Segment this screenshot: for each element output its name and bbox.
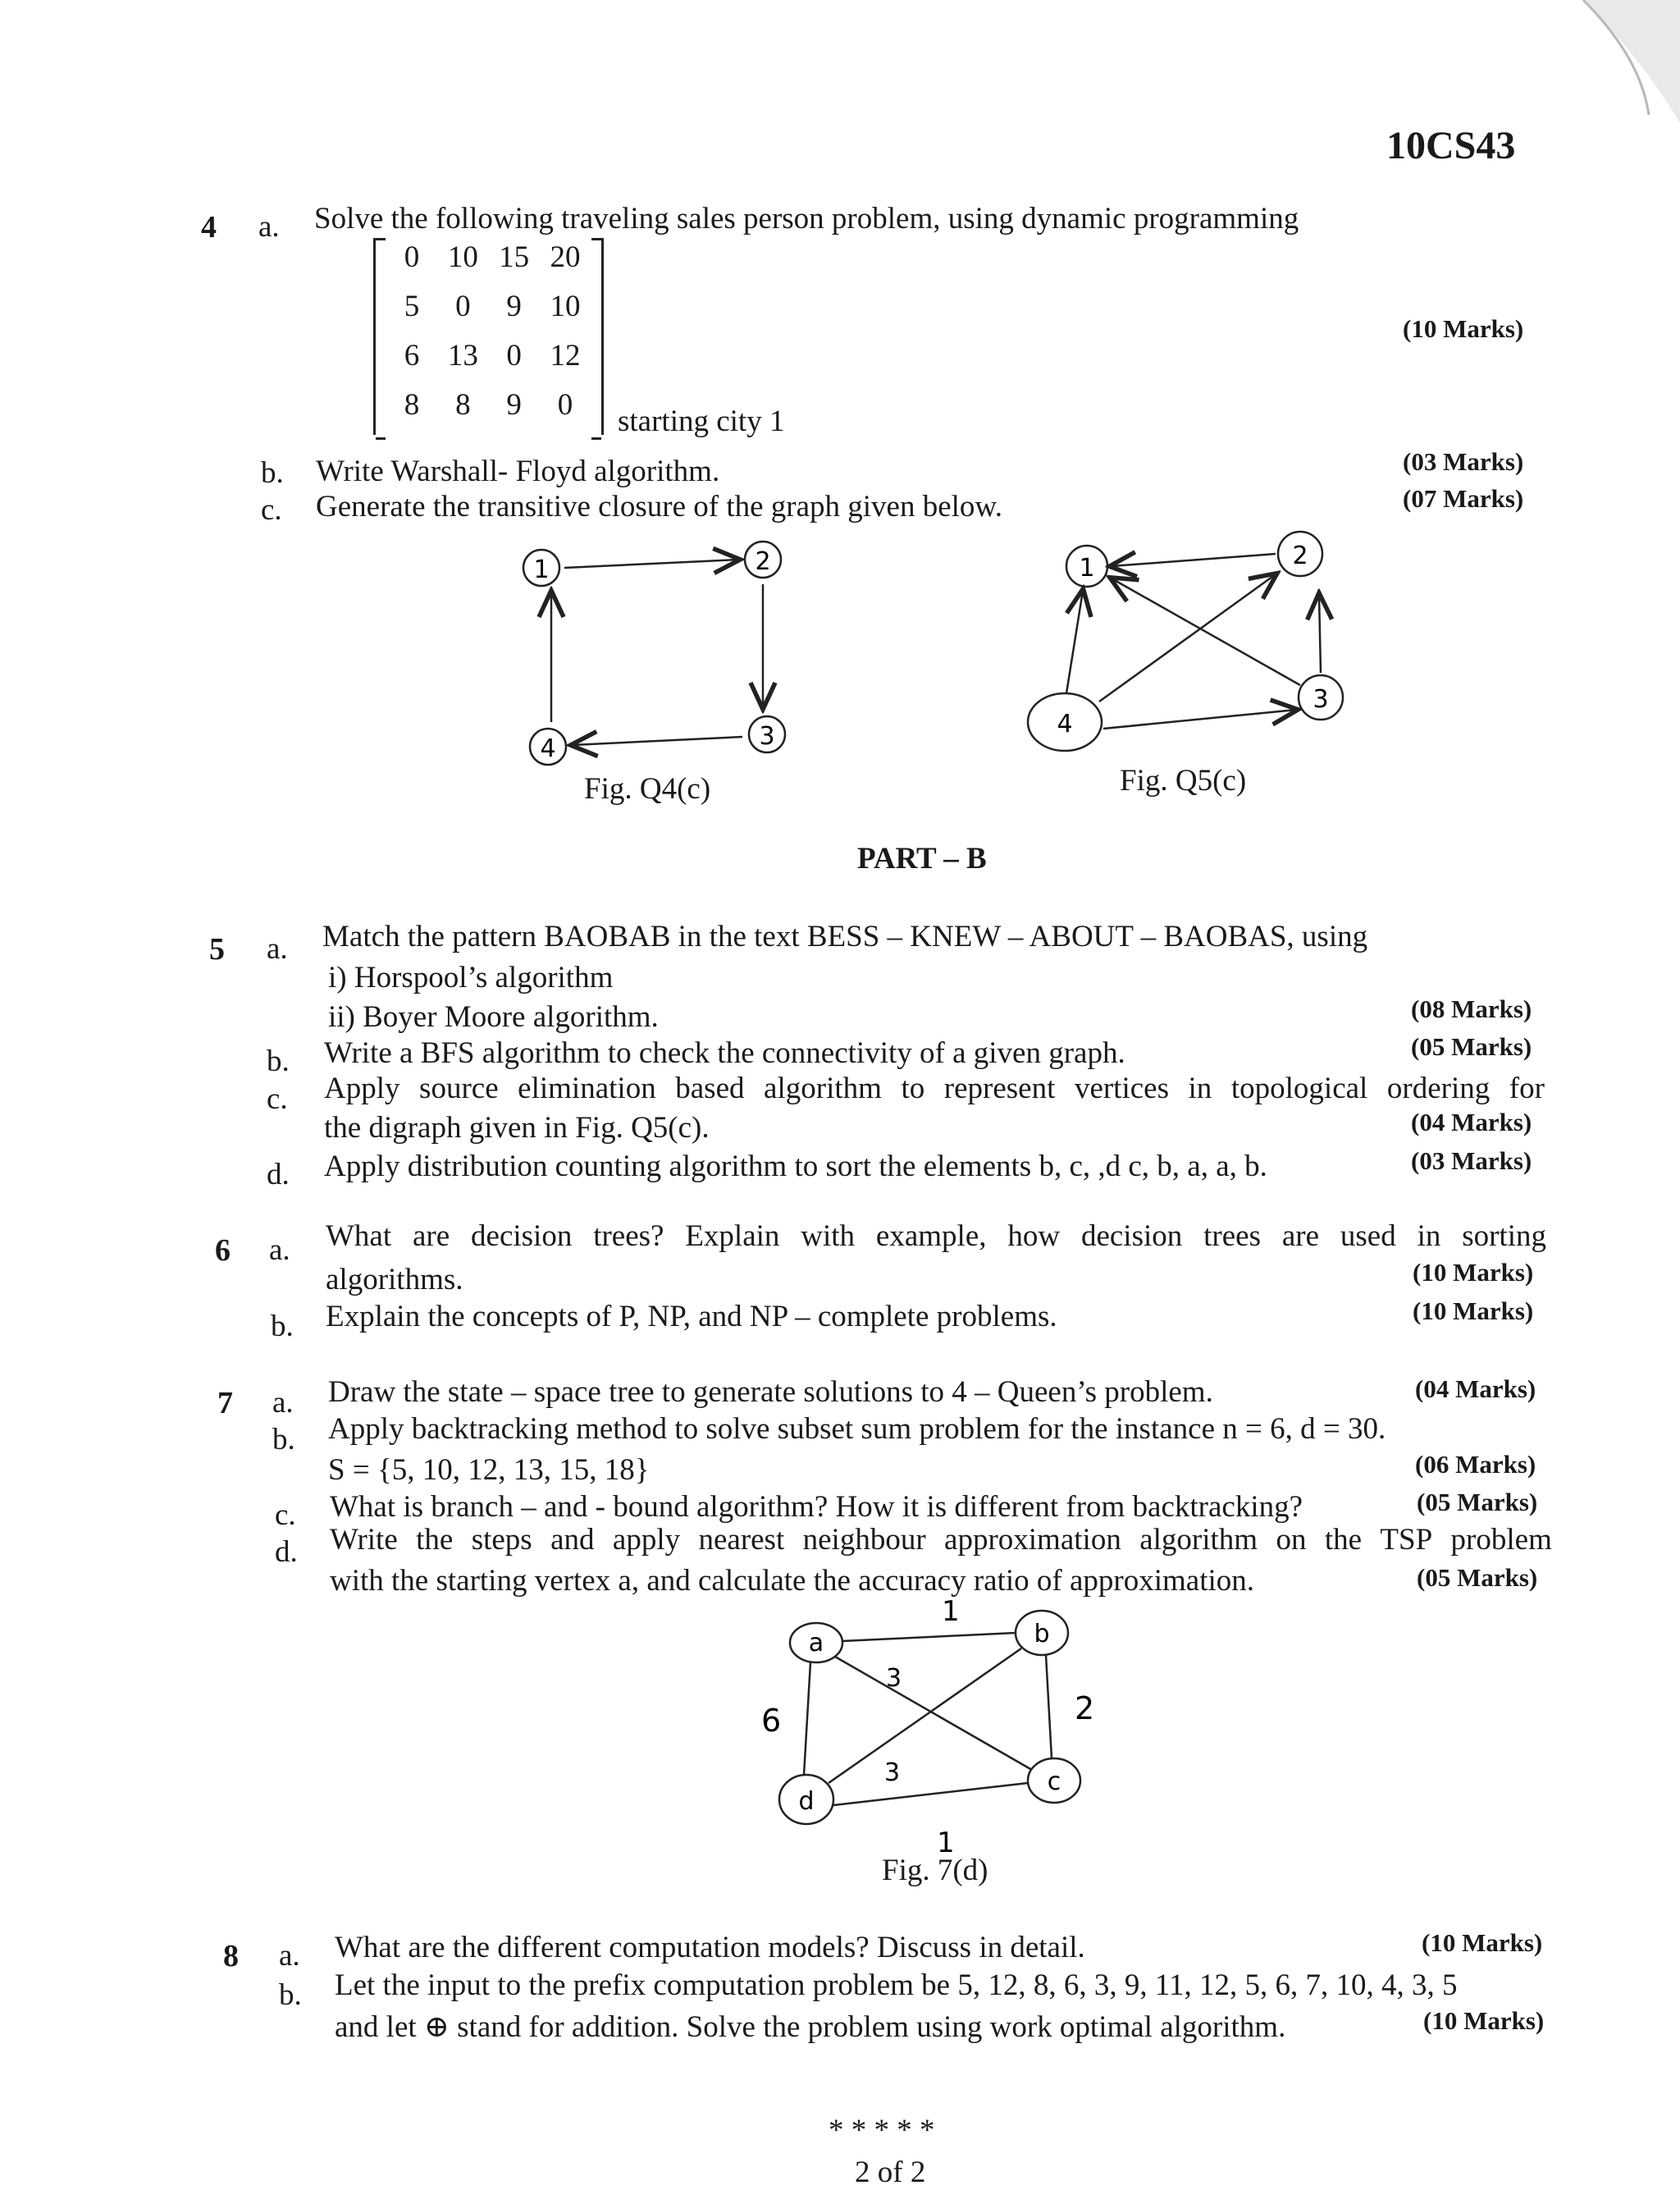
figure-q5c-digraph	[1017, 517, 1362, 763]
word: are	[1281, 1219, 1320, 1253]
q8a-marks: (10 Marks)	[1422, 1928, 1543, 1957]
weight-a-d: 6	[761, 1703, 782, 1739]
edge-a-b	[842, 1633, 1016, 1641]
node-c	[1028, 1758, 1080, 1803]
q6b-marks: (10 Marks)	[1413, 1296, 1534, 1325]
figure-7d-caption: Fig. 7(d)	[882, 1854, 988, 1887]
edge-4-3	[1103, 710, 1296, 729]
q7d-letter: d.	[275, 1535, 298, 1569]
matrix-cell: 10	[550, 290, 581, 323]
q5a-sub-2: ii) Boyer Moore algorithm.	[328, 1000, 659, 1034]
matrix-row-4	[387, 387, 590, 423]
edge-2-1	[1112, 554, 1276, 566]
word: elimination	[518, 1072, 656, 1105]
paper-code: 10CS43	[1386, 124, 1516, 167]
q8b-letter: b.	[279, 1978, 302, 2012]
node-label: 2	[1292, 542, 1308, 570]
q7c-marks: (05 Marks)	[1417, 1488, 1538, 1516]
end-of-paper-stars: * * * * *	[829, 2114, 935, 2147]
q5b-text: Write a BFS algorithm to check the connectivity of a given graph.	[324, 1036, 1125, 1070]
q4c-text: Generate the transitive closure of the graph given below.	[316, 490, 1002, 523]
node-label: 3	[759, 722, 775, 751]
q5a-letter: a.	[267, 932, 288, 966]
node-1	[523, 550, 559, 586]
q5d-text: Apply distribution counting algorithm to sort the elements b, c, ,d c, b, a, a, b.	[324, 1150, 1267, 1183]
word: source	[419, 1072, 499, 1105]
weight-a-c: 3	[886, 1664, 902, 1693]
word: and	[550, 1523, 595, 1557]
matrix-cell: 8	[404, 388, 420, 422]
q6a-letter: a.	[269, 1233, 290, 1267]
q7a-marks: (04 Marks)	[1415, 1374, 1536, 1403]
word: approximation	[944, 1523, 1121, 1557]
q8b-marks: (10 Marks)	[1423, 2006, 1545, 2035]
matrix-row-2	[387, 289, 590, 324]
edge-a-c	[835, 1657, 1032, 1770]
node-label: c	[1047, 1767, 1061, 1796]
word: ordering	[1386, 1072, 1491, 1105]
q6b-letter: b.	[271, 1310, 294, 1343]
word: problem	[1450, 1523, 1552, 1557]
edge-a-d	[804, 1662, 810, 1775]
matrix-cell: 0	[506, 339, 522, 373]
word: the	[1324, 1523, 1363, 1557]
word: how	[1007, 1219, 1061, 1253]
q6b-text: Explain the concepts of P, NP, and NP – complete problems.	[326, 1300, 1057, 1333]
node-label: 4	[1057, 710, 1073, 738]
matrix-cell: 0	[557, 388, 573, 422]
q7c-letter: c.	[275, 1498, 296, 1532]
matrix-cell: 9	[506, 290, 522, 323]
figure-q4c-caption: Fig. Q4(c)	[584, 772, 711, 806]
node-4	[1028, 693, 1102, 751]
edge-3-4	[573, 737, 742, 745]
q5d-letter: d.	[267, 1158, 290, 1191]
q5c-text-line-1	[324, 1071, 1545, 1106]
word: vertices	[1074, 1072, 1169, 1105]
q5c-marks: (04 Marks)	[1411, 1108, 1532, 1136]
q4c-marks: (07 Marks)	[1403, 484, 1524, 513]
word: Write	[330, 1523, 398, 1557]
weight-b-c: 2	[1075, 1690, 1095, 1726]
matrix-row-3	[387, 338, 590, 373]
node-1	[1066, 546, 1107, 587]
word: algorithm	[764, 1072, 882, 1105]
node-3	[749, 716, 785, 752]
word: What	[326, 1219, 392, 1253]
q4c-letter: c.	[261, 493, 282, 527]
matrix-cell: 15	[499, 240, 530, 274]
part-b-title: PART – B	[857, 842, 987, 876]
matrix-cell: 0	[455, 290, 471, 323]
q5a-sub-1: i) Horspool’s algorithm	[328, 961, 614, 994]
node-a	[790, 1623, 842, 1662]
q7c-text: What is branch – and - bound algorithm? How it is different from backtracking?	[330, 1490, 1303, 1524]
word: Apply	[324, 1072, 400, 1105]
q6a-text-line-2: algorithms.	[326, 1263, 463, 1296]
question-number-8: 8	[223, 1939, 239, 1973]
word: nearest	[698, 1523, 785, 1557]
word: to	[901, 1072, 925, 1105]
word: decision	[471, 1219, 573, 1253]
q4b-marks: (03 Marks)	[1403, 447, 1524, 476]
q5a-marks: (08 Marks)	[1411, 994, 1532, 1023]
q7b-text-line-2: S = {5, 10, 12, 13, 15, 18}	[328, 1453, 650, 1487]
matrix-cell: 10	[447, 240, 478, 274]
q6a-text-line-1	[326, 1218, 1546, 1254]
q8b-text: Let the input to the prefix computation problem be 5, 12, 8, 6, 3, 9, 11, 12, 5, 6, 7, 10, 4, 3, 5	[335, 1968, 1458, 2002]
matrix-cell: 12	[550, 339, 581, 373]
word: with	[801, 1219, 856, 1253]
matrix-cell: 0	[404, 240, 420, 274]
word: for	[1509, 1072, 1545, 1105]
weight-d-c: 1	[937, 1827, 955, 1859]
matrix-row-1	[387, 240, 590, 275]
node-label: b	[1034, 1620, 1050, 1648]
edge-3-2	[1319, 595, 1321, 673]
weight-a-b: 1	[942, 1596, 960, 1628]
word: decision	[1080, 1219, 1183, 1253]
word: on	[1276, 1523, 1307, 1557]
matrix-cell: 5	[404, 290, 420, 323]
word: algorithm	[1139, 1523, 1258, 1557]
word: TSP	[1380, 1523, 1433, 1557]
q7b-text: Apply backtracking method to solve subset sum problem for the instance n = 6, d = 30.	[328, 1412, 1386, 1446]
q5b-letter: b.	[267, 1045, 290, 1078]
word: neighbour	[802, 1523, 926, 1557]
q4a-text: Solve the following traveling sales person problem, using dynamic programming	[314, 202, 1299, 235]
q5a-text: Match the pattern BAOBAB in the text BESS – KNEW – ABOUT – BAOBAS, using	[322, 920, 1368, 953]
q8a-text: What are the different computation models? Discuss in detail.	[335, 1931, 1085, 1964]
node-label: 1	[1079, 554, 1095, 583]
matrix-cell: 20	[550, 240, 581, 274]
word: apply	[612, 1523, 681, 1557]
q4b-text: Write Warshall- Floyd algorithm.	[316, 455, 720, 488]
node-2	[745, 542, 781, 578]
word: trees?	[593, 1219, 664, 1253]
q7d-text-line-2: with the starting vertex a, and calculate the accuracy ratio of approximation.	[330, 1564, 1255, 1598]
q7d-text-line-1	[330, 1522, 1552, 1557]
node-label: 1	[533, 556, 550, 584]
figure-q5c-caption: Fig. Q5(c)	[1120, 764, 1247, 798]
matrix-cell: 8	[455, 388, 471, 422]
q7a-text: Draw the state – space tree to generate solutions to 4 – Queen’s problem.	[328, 1375, 1213, 1409]
edge-1-2	[564, 560, 738, 568]
q4a-marks: (10 Marks)	[1403, 314, 1524, 343]
edge-d-c	[833, 1783, 1028, 1805]
edge-4-1	[1066, 591, 1083, 693]
word: used	[1340, 1219, 1396, 1253]
word: example,	[875, 1219, 987, 1253]
q7d-marks: (05 Marks)	[1417, 1563, 1538, 1592]
question-number-4: 4	[201, 210, 217, 245]
word: Explain	[685, 1219, 780, 1253]
q5c-text-line-2: the digraph given in Fig. Q5(c).	[324, 1111, 710, 1145]
page-number-footer: 2 of 2	[855, 2156, 926, 2189]
node-2	[1278, 532, 1322, 576]
q4b-letter: b.	[261, 456, 284, 490]
question-number-6: 6	[215, 1233, 231, 1268]
word: steps	[471, 1523, 532, 1557]
word: sorting	[1462, 1219, 1546, 1253]
matrix-cell: 6	[404, 339, 420, 373]
node-label: d	[798, 1787, 815, 1816]
node-label: 4	[540, 734, 556, 763]
node-b	[1016, 1611, 1068, 1655]
node-d	[779, 1775, 833, 1824]
q6a-marks: (10 Marks)	[1413, 1258, 1534, 1287]
word: trees	[1203, 1219, 1261, 1253]
q8a-letter: a.	[279, 1939, 300, 1973]
word: are	[412, 1219, 450, 1253]
q8b-text-line-2: and let ⊕ stand for addition. Solve the problem using work optimal algorithm.	[335, 2010, 1286, 2044]
matrix-cell: 9	[506, 388, 522, 422]
node-label: a	[808, 1629, 824, 1657]
q7a-letter: a.	[272, 1386, 294, 1420]
weight-b-d: 3	[884, 1758, 901, 1787]
q5b-marks: (05 Marks)	[1411, 1032, 1532, 1061]
edge-b-c	[1046, 1655, 1052, 1758]
word: the	[416, 1523, 454, 1557]
word: represent	[943, 1072, 1056, 1105]
node-label: 2	[755, 547, 771, 576]
node-3	[1299, 675, 1343, 720]
question-number-7: 7	[217, 1386, 233, 1420]
word: in	[1417, 1219, 1441, 1253]
figure-q4c-graph	[492, 525, 804, 771]
node-4	[530, 729, 566, 765]
figure-7d-tsp-graph	[738, 1596, 1132, 1875]
word: based	[675, 1072, 745, 1105]
word: topological	[1230, 1072, 1368, 1105]
node-label: 3	[1312, 685, 1329, 714]
q5d-marks: (03 Marks)	[1411, 1146, 1532, 1175]
starting-city-note: starting city 1	[618, 405, 785, 438]
cost-matrix	[373, 238, 604, 435]
matrix-cell: 13	[447, 339, 478, 373]
q5c-letter: c.	[267, 1082, 288, 1116]
edge-3-1	[1112, 578, 1300, 685]
q4a-letter: a.	[258, 210, 280, 244]
q7b-letter: b.	[272, 1423, 295, 1456]
question-number-5: 5	[209, 932, 225, 967]
edge-4-2	[1099, 574, 1276, 702]
word: in	[1188, 1072, 1212, 1105]
q7b-marks: (06 Marks)	[1415, 1450, 1536, 1479]
